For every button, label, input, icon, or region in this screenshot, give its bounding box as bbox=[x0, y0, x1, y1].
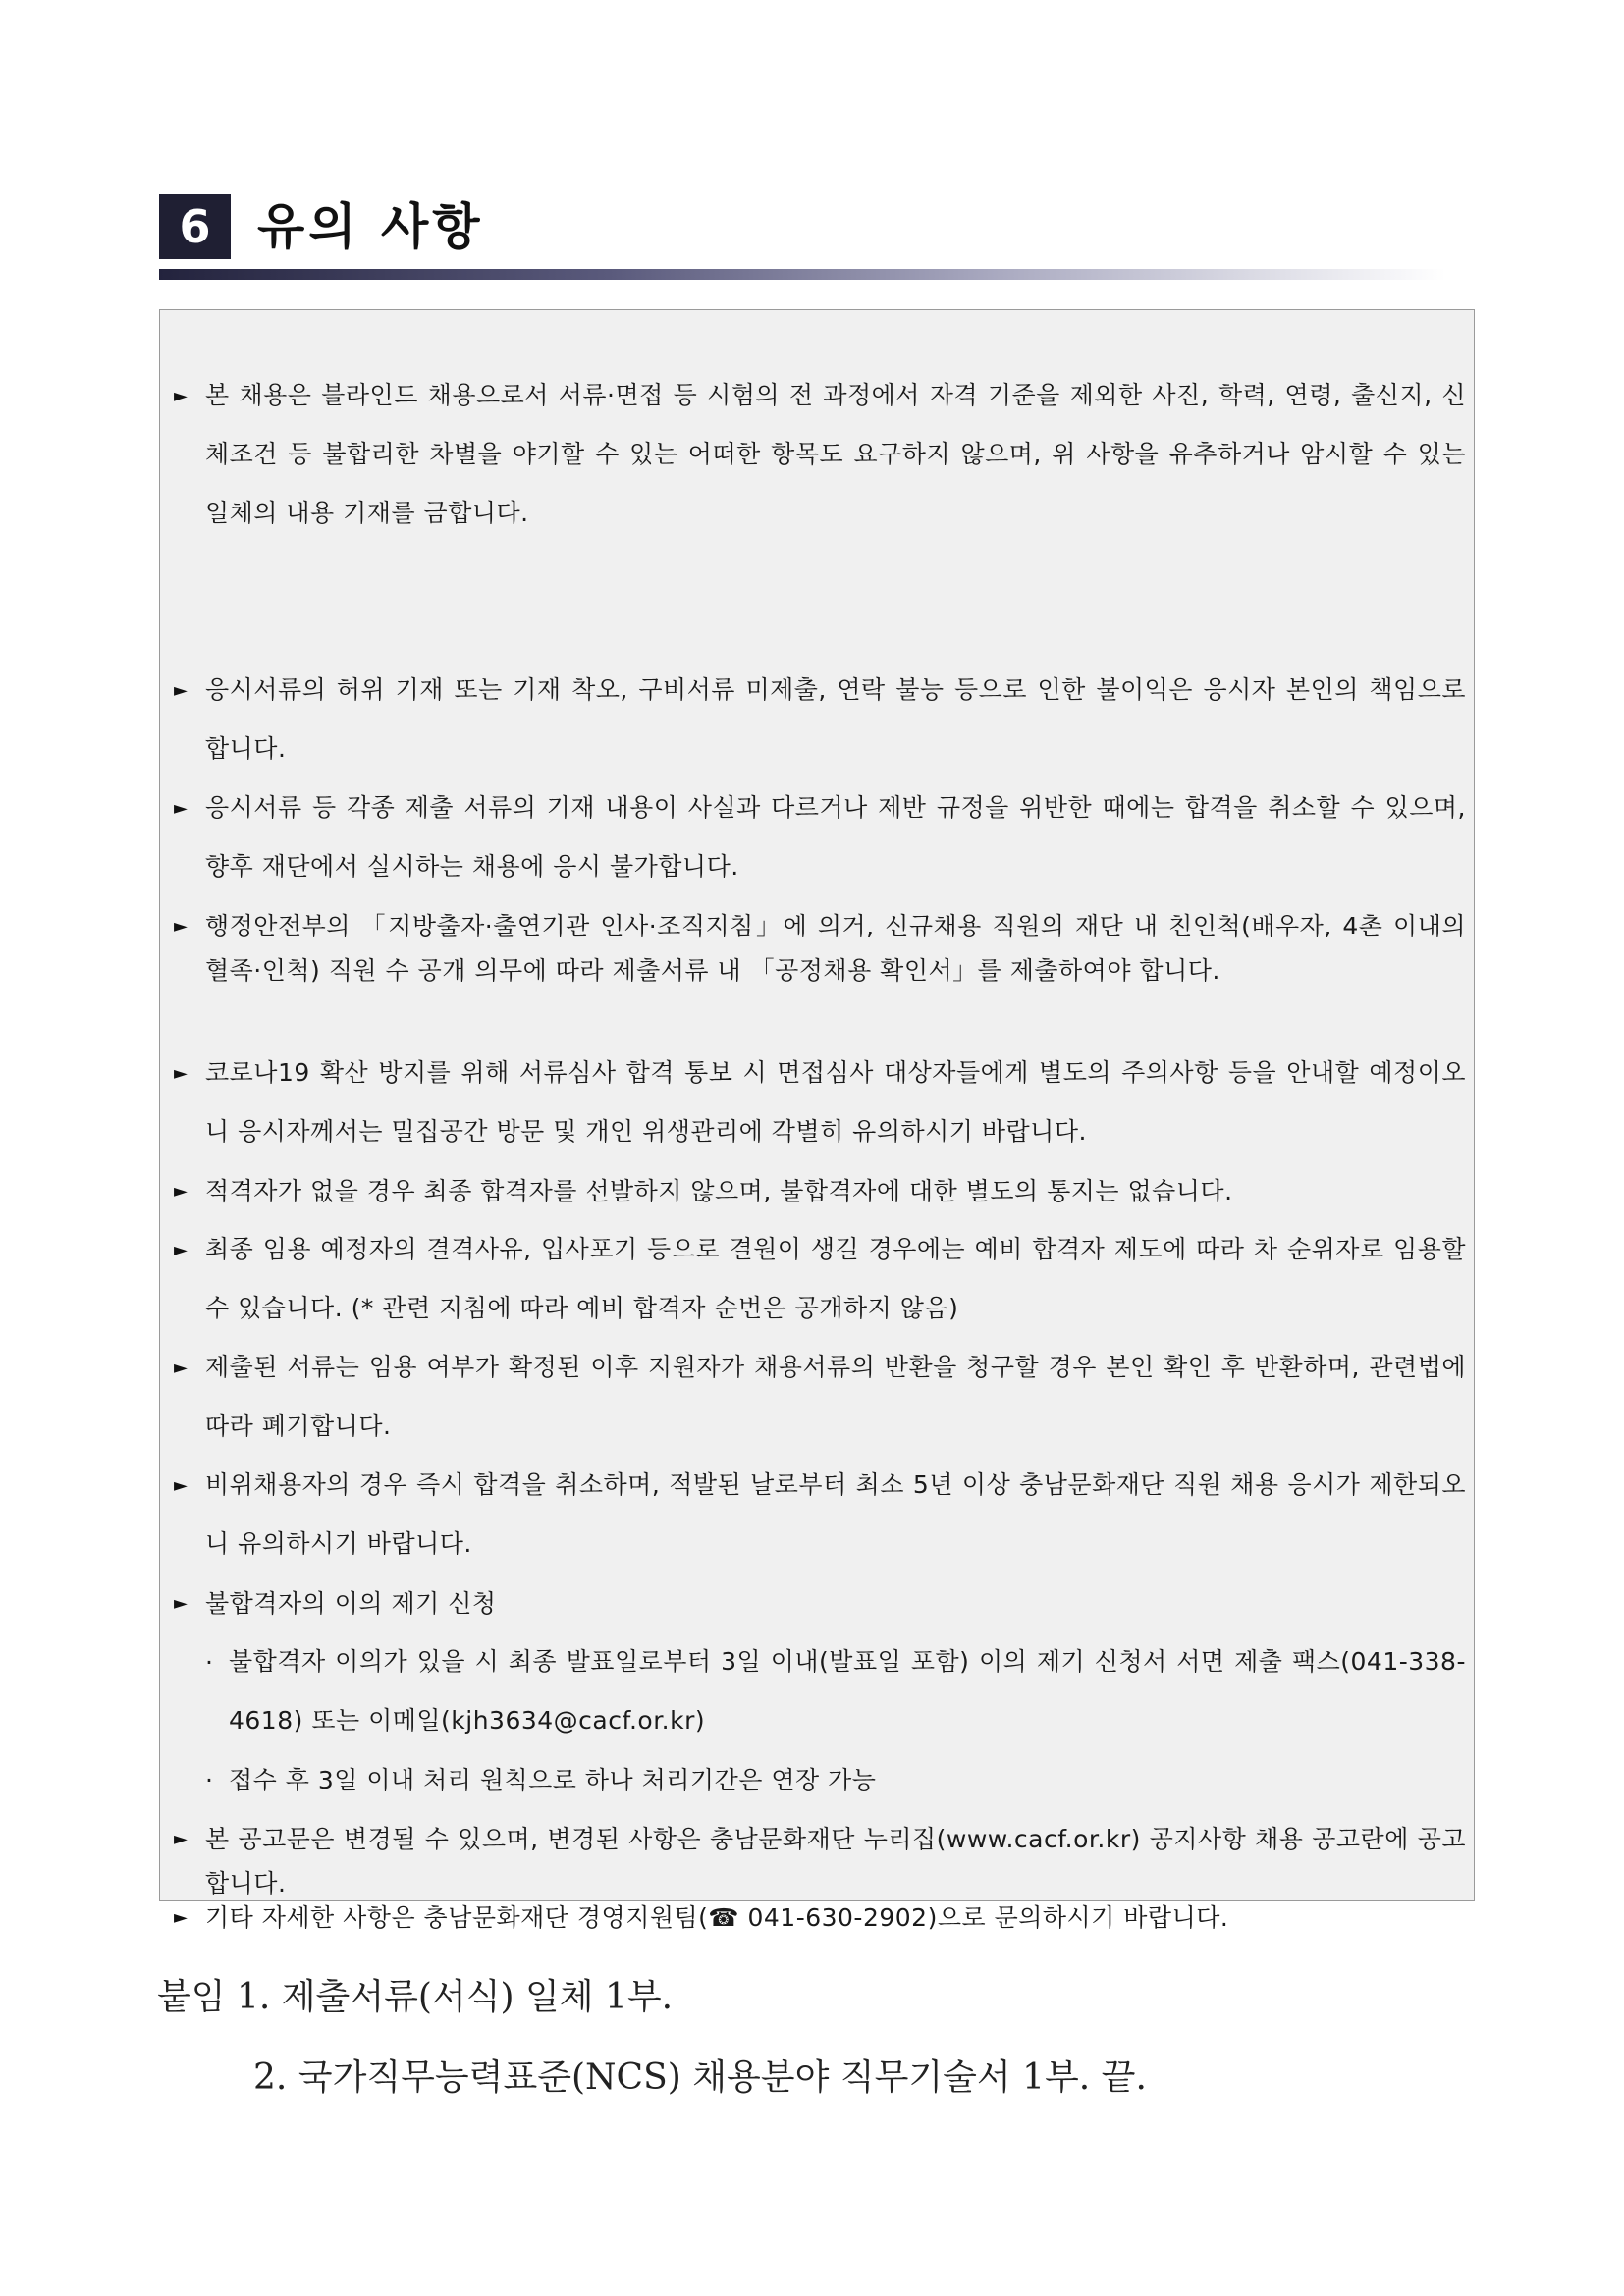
notice-subtext: 불합격자 이의가 있을 시 최종 발표일로부터 3일 이내(발표일 포함) 이의 제기 신청서 서면 제출 팩스(041-338-4618) 또는 이메일(kjh3634@cacf.or.kr) bbox=[229, 1647, 1466, 1735]
bullet-arrow-icon: ► bbox=[174, 1593, 188, 1614]
attachment-line-1: 붙임 1. 제출서류(서식) 일체 1부. bbox=[157, 1977, 674, 2017]
notice-text: 불합격자의 이의 제기 신청 bbox=[205, 1589, 497, 1618]
sub-bullet-dot: · bbox=[205, 1766, 213, 1794]
notice-text: 코로나19 확산 방지를 위해 서류심사 합격 통보 시 면접심사 대상자들에게 별도의 주의사항 등을 안내할 예정이오니 응시자께서는 밀집공간 방문 및 개인 위생관리에 각별히 유의하시기 바랍니다. bbox=[205, 1058, 1466, 1146]
notice-text: 비위채용자의 경우 즉시 합격을 취소하며, 적발된 날로부터 최소 5년 이상 충남문화재단 직원 채용 응시가 제한되오니 유의하시기 바랍니다. bbox=[205, 1470, 1466, 1558]
notice-text: 적격자가 없을 경우 최종 합격자를 선발하지 않으며, 불합격자에 대한 별도의 통지는 없습니다. bbox=[205, 1177, 1233, 1205]
notice-text: 최종 임용 예정자의 결격사유, 입사포기 등으로 결원이 생길 경우에는 예비 합격자 제도에 따라 차 순위자로 임용할 수 있습니다. (* 관련 지침에 따라 예비 합격자 순번은 공개하지 않음) bbox=[205, 1235, 1466, 1322]
attachment-line-2: 2. 국가직무능력표준(NCS) 채용분야 직무기술서 1부. 끝. bbox=[253, 2057, 1147, 2098]
bullet-arrow-icon: ► bbox=[174, 386, 188, 406]
bullet-arrow-icon: ► bbox=[174, 1829, 188, 1849]
section-title: 유의 사항 bbox=[257, 198, 484, 255]
notice-text: 행정안전부의 「지방출자·출연기관 인사·조직지침」에 의거, 신규채용 직원의 재단 내 친인척(배우자, 4촌 이내의 혈족·인척) 직원 수 공개 의무에 따라 제출서류 내 「공정채용 확인서」를 제출하여야 합니다. bbox=[205, 912, 1466, 985]
bullet-arrow-icon: ► bbox=[174, 916, 188, 936]
bullet-arrow-icon: ► bbox=[174, 1475, 188, 1496]
bullet-arrow-icon: ► bbox=[174, 1358, 188, 1378]
bullet-arrow-icon: ► bbox=[174, 1907, 188, 1928]
sub-bullet-dot: · bbox=[205, 1648, 213, 1677]
notice-box bbox=[159, 309, 1475, 1932]
notice-subtext: 접수 후 3일 이내 처리 원칙으로 하나 처리기간은 연장 가능 bbox=[229, 1766, 877, 1794]
section-number-badge: 6 bbox=[159, 194, 231, 259]
bullet-arrow-icon: ► bbox=[174, 1181, 188, 1201]
bullet-arrow-icon: ► bbox=[174, 1240, 188, 1260]
notice-text: 기타 자세한 사항은 충남문화재단 경영지원팀(☎ 041-630-2902)으로 문의하시기 바랍니다. bbox=[205, 1903, 1229, 1932]
bullet-arrow-icon: ► bbox=[174, 798, 188, 819]
notice-text: 응시서류 등 각종 제출 서류의 기재 내용이 사실과 다르거나 제반 규정을 위반한 때에는 합격을 취소할 수 있으며, 향후 재단에서 실시하는 채용에 응시 불가합니다. bbox=[205, 793, 1466, 881]
notice-text: 제출된 서류는 임용 여부가 확정된 이후 지원자가 채용서류의 반환을 청구할 경우 본인 확인 후 반환하며, 관련법에 따라 폐기합니다. bbox=[205, 1353, 1466, 1440]
section-header bbox=[159, 194, 1445, 283]
bullet-arrow-icon: ► bbox=[174, 680, 188, 701]
notice-text: 응시서류의 허위 기재 또는 기재 착오, 구비서류 미제출, 연락 불능 등으로 인한 불이익은 응시자 본인의 책임으로 합니다. bbox=[205, 675, 1466, 763]
bullet-arrow-icon: ► bbox=[174, 1063, 188, 1084]
section-divider bbox=[159, 269, 1445, 280]
notice-text: 본 채용은 블라인드 채용으로서 서류·면접 등 시험의 전 과정에서 자격 기준을 제외한 사진, 학력, 연령, 출신지, 신체조건 등 불합리한 차별을 야기할 수 있는 어떠한 항목도 요구하지 않으며, 위 사항을 유추하거나 암시할 수 있는 일체의 내용 기재를 금합니다. bbox=[205, 381, 1466, 527]
notice-text: 본 공고문은 변경될 수 있으며, 변경된 사항은 충남문화재단 누리집(www.cacf.or.kr) 공지사항 채용 공고란에 공고합니다. bbox=[205, 1825, 1466, 1897]
